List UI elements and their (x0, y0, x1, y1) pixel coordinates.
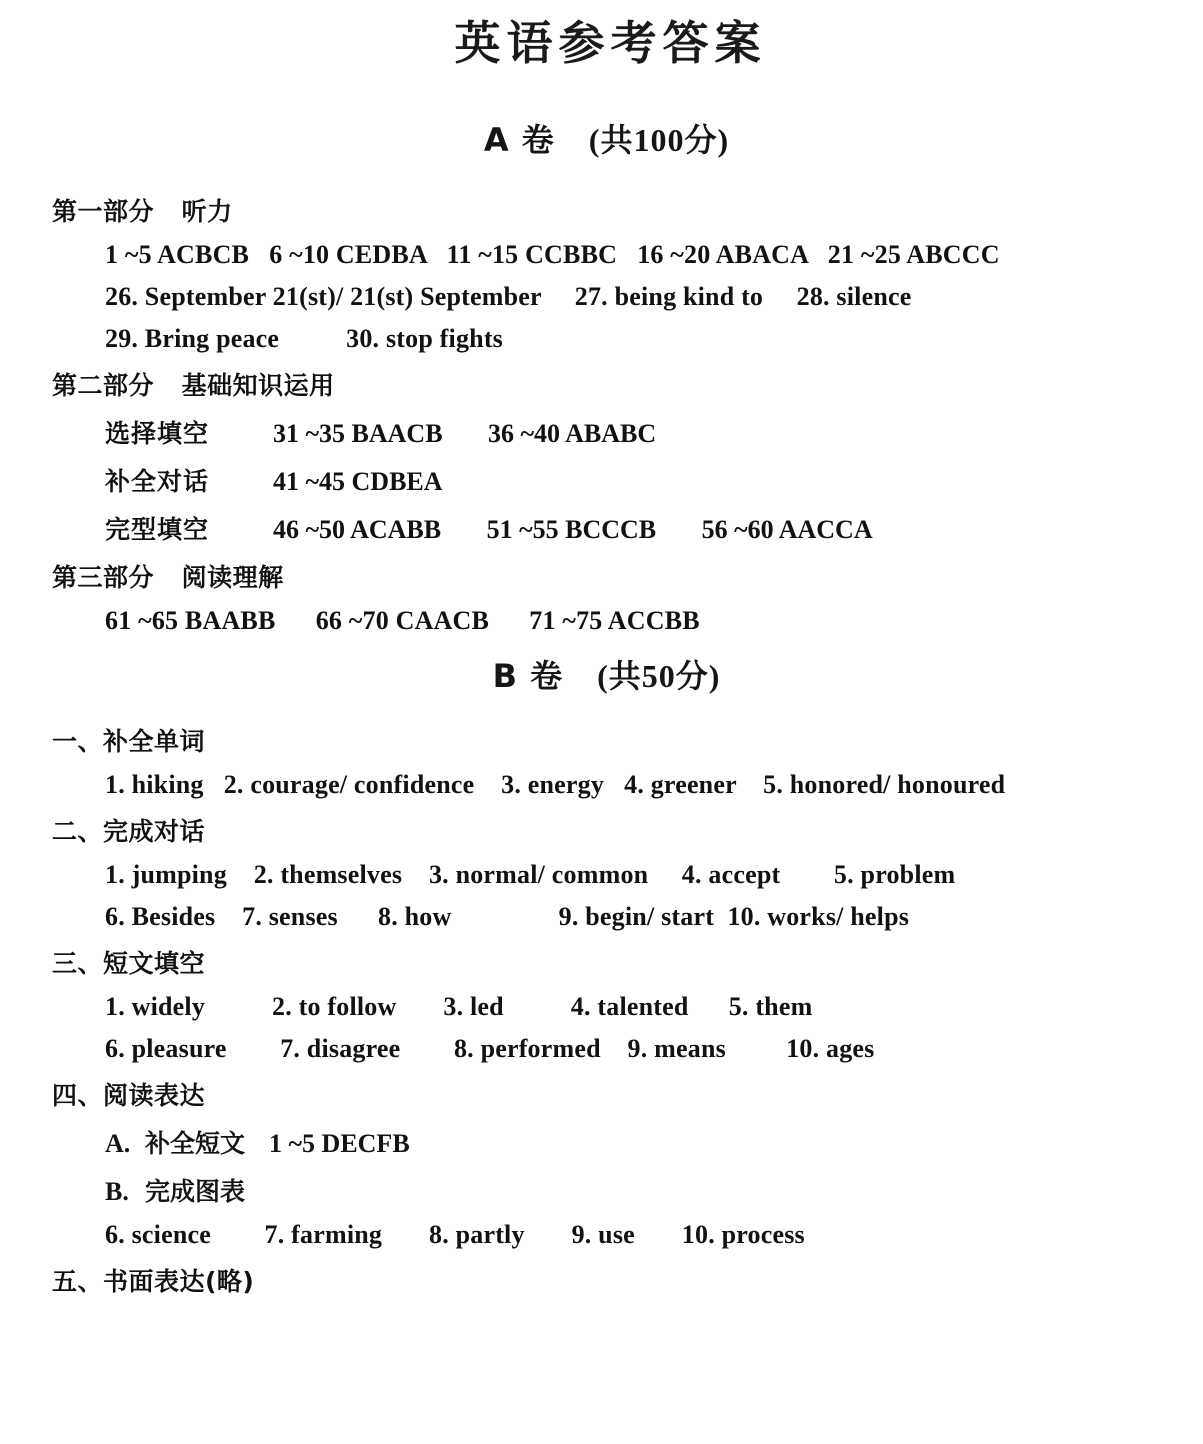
answer-sheet-page (0, 16, 1203, 1444)
sub-item-label: 完成图表 (145, 1177, 246, 1206)
page-title: 英语参考答案 (454, 16, 767, 70)
part-2-row-label: 完型填空 (105, 515, 210, 544)
section-b4-sub-item-a (105, 1124, 1203, 1160)
section-part-3-title: 第三部分 阅读理解 (52, 563, 284, 592)
section-b4-title: 四、阅读表达 (52, 1081, 206, 1110)
section-b3-title: 三、短文填空 (52, 949, 206, 978)
section-b2-answer-line: 6. Besides 7. senses 8. how 9. begin/ start 10. works/ helps (105, 902, 910, 931)
section-b2-title: 二、完成对话 (52, 817, 206, 846)
section-b1-title: 一、补全单词 (52, 727, 206, 756)
section-part-2-title: 第二部分 基础知识运用 (52, 371, 335, 400)
part-2-row (105, 462, 1203, 498)
paper-a-heading (0, 121, 1203, 159)
part-2-row-values: 31 ~35 BAACB 36 ~40 ABABC (273, 419, 657, 448)
paper-b-heading (0, 657, 1203, 695)
part-1-answer-line: 1 ~5 ACBCB 6 ~10 CEDBA 11 ~15 CCBBC 16 ~20 ABACA 21 ~25 ABCCC (105, 240, 1000, 269)
section-b3-answer-line: 1. widely 2. to follow 3. led 4. talented 5. them (105, 992, 813, 1021)
part-2-row-label: 选择填空 (105, 419, 210, 448)
paper-b-label: B 卷 (492, 657, 564, 695)
sub-item-values: 1 ~5 DECFB (269, 1129, 410, 1158)
sub-item-label: 补全短文 (145, 1129, 246, 1158)
paper-b-score: (共50分) (597, 658, 721, 694)
section-b5-title: 五、书面表达(略) (52, 1267, 255, 1296)
part-1-answer-line: 29. Bring peace 30. stop fights (105, 324, 503, 353)
sub-item-letter: B. (105, 1177, 129, 1206)
paper-a-score: (共100分) (588, 122, 730, 158)
part-1-answer-line: 26. September 21(st)/ 21(st) September 27. being kind to 28. silence (105, 282, 912, 311)
part-3-answer-line: 61 ~65 BAABB 66 ~70 CAACB 71 ~75 ACCBB (105, 606, 700, 635)
section-b4-answer-line: 6. science 7. farming 8. partly 9. use 10. process (105, 1220, 805, 1249)
section-b4-sub-item-b (105, 1172, 1203, 1208)
part-2-row-values: 41 ~45 CDBEA (273, 467, 443, 496)
section-part-1-title: 第一部分 听力 (52, 197, 233, 226)
part-2-row (105, 414, 1203, 450)
part-2-row-label: 补全对话 (105, 467, 210, 496)
sub-item-letter: A. (105, 1129, 131, 1158)
part-2-row (105, 510, 1203, 546)
section-b2-answer-line: 1. jumping 2. themselves 3. normal/ common 4. accept 5. problem (105, 860, 956, 889)
part-2-row-values: 46 ~50 ACABB 51 ~55 BCCCB 56 ~60 AACCA (273, 515, 873, 544)
section-b3-answer-line: 6. pleasure 7. disagree 8. performed 9. means 10. ages (105, 1034, 875, 1063)
paper-a-label: A 卷 (483, 121, 555, 159)
section-b1-answer-line: 1. hiking 2. courage/ confidence 3. energy 4. greener 5. honored/ honoured (105, 770, 1006, 799)
